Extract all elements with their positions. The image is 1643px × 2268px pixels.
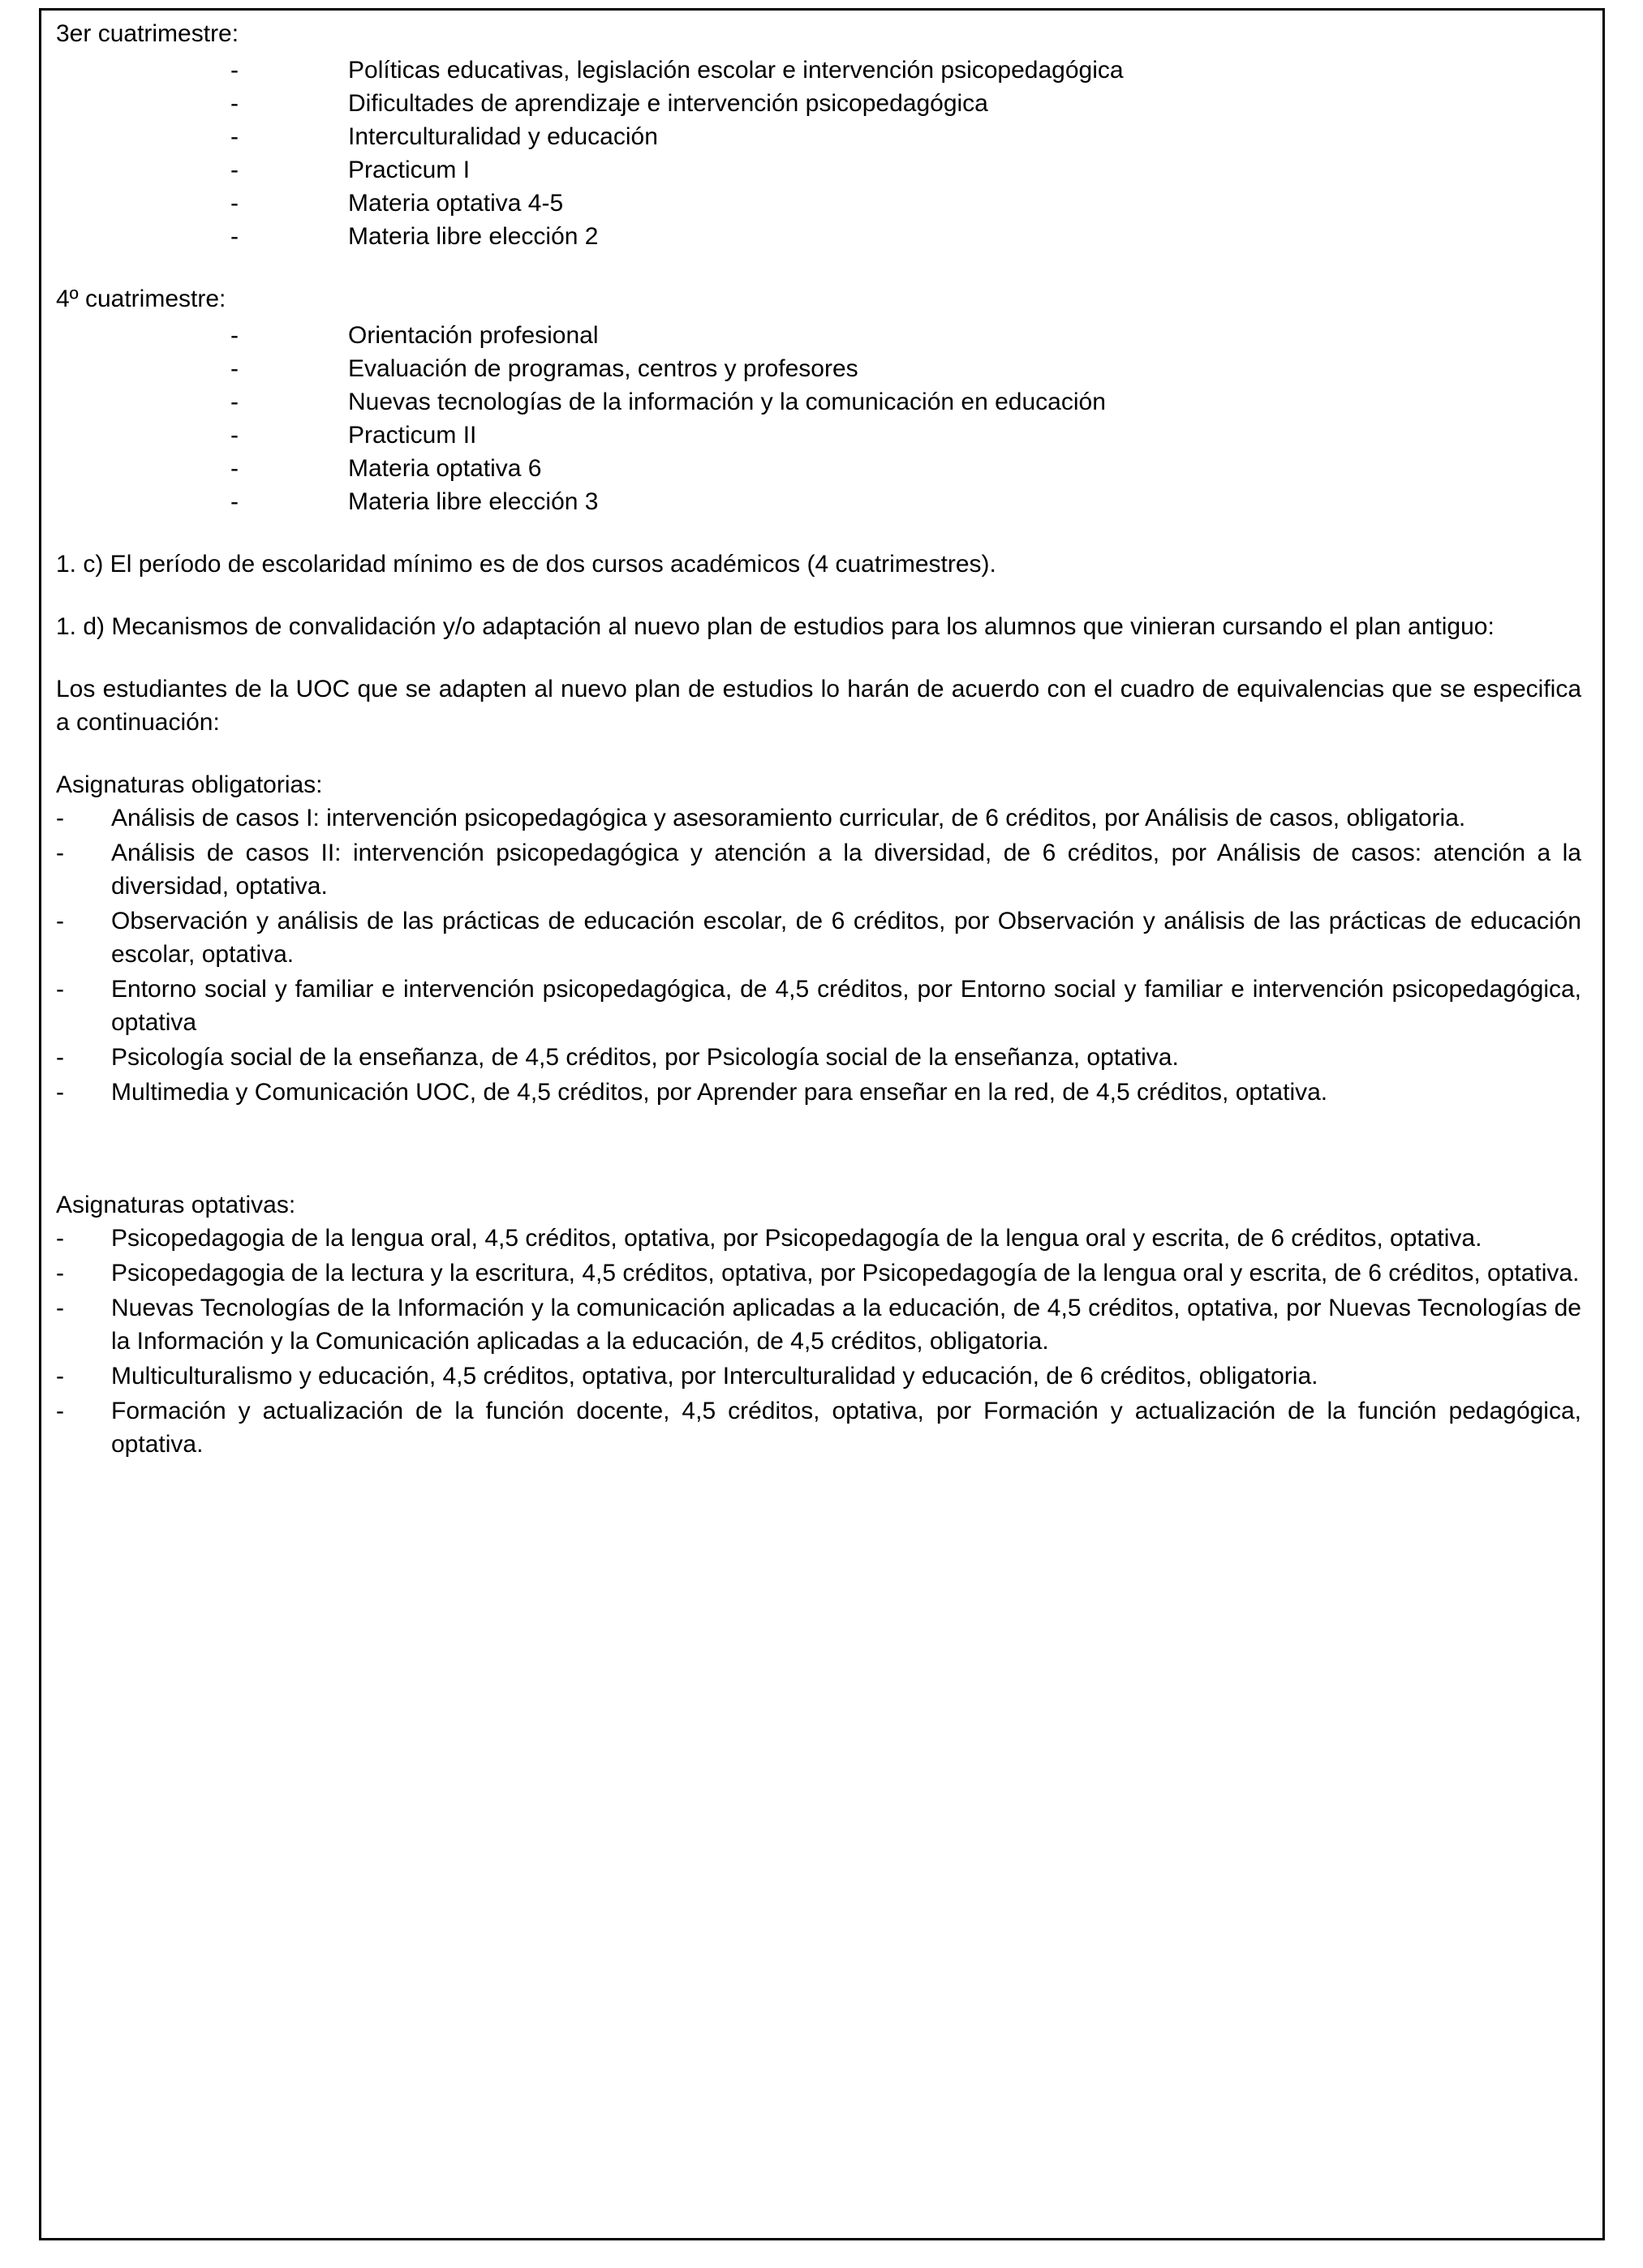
section-heading-optativas: Asignaturas optativas:	[56, 1192, 296, 1218]
bullet-dash: -	[56, 1363, 64, 1390]
bullet-dash: -	[230, 355, 239, 382]
list-item-label: Análisis de casos I: intervención psicopedagógica y asesoramiento curricular, de 6 créditos, por Análisis de casos, obligatoria.	[111, 805, 1466, 831]
list-item-label: Psicopedagogia de la lectura y la escritura, 4,5 créditos, optativa, por Psicopedagogía de la lengua oral y escrita, de 6 créditos, optativa.	[111, 1260, 1580, 1286]
bullet-dash: -	[56, 1044, 64, 1071]
bullet-dash: -	[56, 840, 64, 866]
list-item-label: Entorno social y familiar e intervención psicopedagógica, de 4,5 créditos, por Entorno social y familiar e intervención psicopedagógica, optativa	[111, 976, 1581, 1036]
list-item	[56, 120, 1581, 153]
spacer	[56, 1110, 1581, 1188]
bullet-dash: -	[230, 488, 239, 515]
bullet-dash: -	[230, 123, 239, 150]
list-item	[56, 485, 1581, 518]
list-item-label: Multiculturalismo y educación, 4,5 créditos, optativa, por Interculturalidad y educación, de 6 créditos, obligatoria.	[111, 1363, 1318, 1390]
spacer	[56, 643, 1581, 672]
section-heading-term4: 4º cuatrimestre:	[56, 286, 226, 312]
bullet-dash: -	[230, 223, 239, 250]
list-item	[56, 801, 1581, 835]
spacer	[56, 739, 1581, 768]
bullet-dash: -	[230, 322, 239, 349]
bullet-dash: -	[230, 157, 239, 183]
bullet-dash: -	[56, 1398, 64, 1424]
list-item-label: Psicología social de la enseñanza, de 4,5 créditos, por Psicología social de la enseñanza, optativa.	[111, 1044, 1179, 1071]
list-item	[56, 1256, 1581, 1290]
list-item	[56, 1041, 1581, 1074]
paragraph-item-d: 1. d) Mecanismos de convalidación y/o adaptación al nuevo plan de estudios para los alumnos que vinieran cursando el plan antiguo:	[56, 613, 1495, 640]
list-item-label: Observación y análisis de las prácticas de educación escolar, de 6 créditos, por Observación y análisis de las prácticas de educación escolar, optativa.	[111, 908, 1581, 968]
list-item-label: Orientación profesional	[348, 322, 599, 349]
list-item-label: Formación y actualización de la función docente, 4,5 créditos, optativa, por Formación y actualización de la función pedagógica, optativa.	[111, 1398, 1581, 1458]
bullet-dash: -	[230, 90, 239, 117]
list-item	[56, 1360, 1581, 1393]
list-item-label: Practicum I	[348, 157, 471, 183]
list-item-label: Políticas educativas, legislación escolar e intervención psicopedagógica	[348, 57, 1124, 84]
list-item	[56, 319, 1581, 352]
list-item	[56, 1394, 1581, 1461]
list-item	[56, 973, 1581, 1039]
bullet-dash: -	[230, 57, 239, 84]
list-item	[56, 419, 1581, 452]
list-item	[56, 385, 1581, 419]
bullet-dash: -	[56, 908, 64, 934]
bullet-dash: -	[56, 976, 64, 1003]
list-item	[56, 352, 1581, 385]
list-item-label: Materia optativa 6	[348, 455, 542, 482]
section-heading-obligatorias: Asignaturas obligatorias:	[56, 771, 323, 798]
bullet-dash: -	[56, 805, 64, 831]
bullet-dash: -	[230, 455, 239, 482]
list-item-label: Materia libre elección 2	[348, 223, 599, 250]
list-item	[56, 1076, 1581, 1109]
list-item	[56, 54, 1581, 87]
list-item	[56, 220, 1581, 253]
list-item-label: Materia libre elección 3	[348, 488, 599, 515]
bullet-dash: -	[56, 1260, 64, 1286]
spacer	[56, 581, 1581, 610]
list-item-label: Dificultades de aprendizaje e intervención psicopedagógica	[348, 90, 988, 117]
list-item	[56, 87, 1581, 120]
bullet-dash: -	[56, 1225, 64, 1252]
bullet-dash: -	[230, 190, 239, 217]
paragraph-intro-equivalences: Los estudiantes de la UOC que se adapten al nuevo plan de estudios lo harán de acuerdo con el cuadro de equivalencias que se especifica a continuación:	[56, 676, 1581, 736]
bullet-dash: -	[56, 1079, 64, 1106]
course-list-term4	[56, 319, 1581, 518]
list-item	[56, 187, 1581, 220]
spacer	[56, 518, 1581, 548]
equivalence-list-optativas	[56, 1222, 1581, 1461]
list-item	[56, 1291, 1581, 1358]
list-item-label: Multimedia y Comunicación UOC, de 4,5 créditos, por Aprender para enseñar en la red, de 4,5 créditos, optativa.	[111, 1079, 1328, 1106]
list-item-label: Practicum II	[348, 422, 477, 449]
bullet-dash: -	[230, 389, 239, 415]
spacer	[56, 253, 1581, 282]
list-item-label: Nuevas Tecnologías de la Información y la comunicación aplicadas a la educación, de 4,5 créditos, optativa, por Nuevas Tecnologías de la Información y la Comunicación aplicadas a la educación, de 4,5 créditos, obligatoria.	[111, 1295, 1581, 1355]
list-item-label: Psicopedagogia de la lengua oral, 4,5 créditos, optativa, por Psicopedagogía de la lengua oral y escrita, de 6 créditos, optativa.	[111, 1225, 1482, 1252]
bullet-dash: -	[56, 1295, 64, 1321]
list-item-label: Nuevas tecnologías de la información y la comunicación en educación	[348, 389, 1106, 415]
list-item-label: Materia optativa 4-5	[348, 190, 564, 217]
list-item-label: Evaluación de programas, centros y profesores	[348, 355, 858, 382]
list-item	[56, 904, 1581, 971]
document-content	[56, 17, 1581, 1463]
section-heading-term3: 3er cuatrimestre:	[56, 20, 239, 47]
list-item	[56, 153, 1581, 187]
document-page	[39, 8, 1605, 2240]
equivalence-list-obligatorias	[56, 801, 1581, 1109]
list-item-label: Interculturalidad y educación	[348, 123, 658, 150]
list-item	[56, 1222, 1581, 1255]
list-item	[56, 836, 1581, 903]
list-item-label: Análisis de casos II: intervención psicopedagógica y atención a la diversidad, de 6 créditos, por Análisis de casos: atención a la diversidad, optativa.	[111, 840, 1581, 900]
list-item	[56, 452, 1581, 485]
paragraph-item-c: 1. c) El período de escolaridad mínimo es de dos cursos académicos (4 cuatrimestres).	[56, 551, 996, 578]
course-list-term3	[56, 54, 1581, 253]
bullet-dash: -	[230, 422, 239, 449]
